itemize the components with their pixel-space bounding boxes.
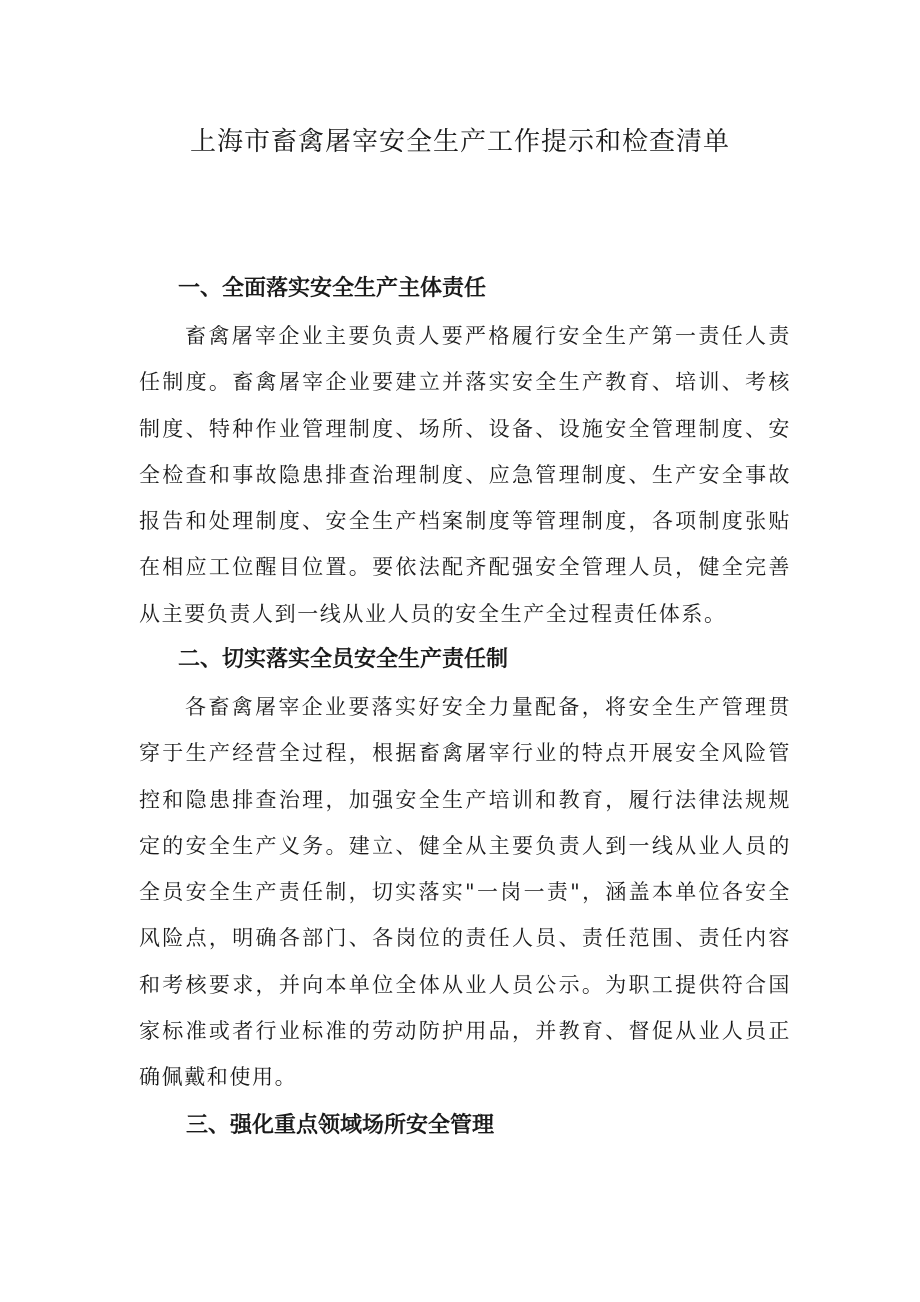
section-heading-2: 二、切实落实全员安全生产责任制 xyxy=(178,647,509,672)
section-body-1: 畜禽屠宰企业主要负责人要严格履行安全生产第一责任人责任制度。畜禽屠宰企业要建立并落实安全生产教育、培训、考核制度、特种作业管理制度、场所、设备、设施安全管理制度、安全检查和事故隐患排查治理制度、应急管理制度、生产安全事故报告和处理制度、安全生产档案制度等管理制度，各项制度张贴在相应工位醒目位置。要依法配齐配强安全管理人员，健全完善从主要负责人到一线从业人员的安全生产全过程责任体系。 xyxy=(139,324,791,626)
document-title: 上海市畜禽屠宰安全生产工作提示和检查清单 xyxy=(189,127,730,157)
section-body-2: 各畜禽屠宰企业要落实好安全力量配备，将安全生产管理贯穿于生产经营全过程，根据畜禽屠宰行业的特点开展安全风险管控和隐患排查治理，加强安全生产培训和教育，履行法律法规规定的安全生产义务。建立、健全从主要负责人到一线从业人员的全员安全生产责任制，切实落实"一岗一责"，涵盖本单位各安全风险点，明确各部门、各岗位的责任人员、责任范围、责任内容和考核要求，并向本单位全体从业人员公示。为职工提供符合国家标准或者行业标准的劳动防护用品，并教育、督促从业人员正确佩戴和使用。 xyxy=(139,695,791,1090)
section-heading-3: 三、强化重点领域场所安全管理 xyxy=(186,1113,495,1138)
section-heading-1: 一、全面落实安全生产主体责任 xyxy=(178,276,487,301)
